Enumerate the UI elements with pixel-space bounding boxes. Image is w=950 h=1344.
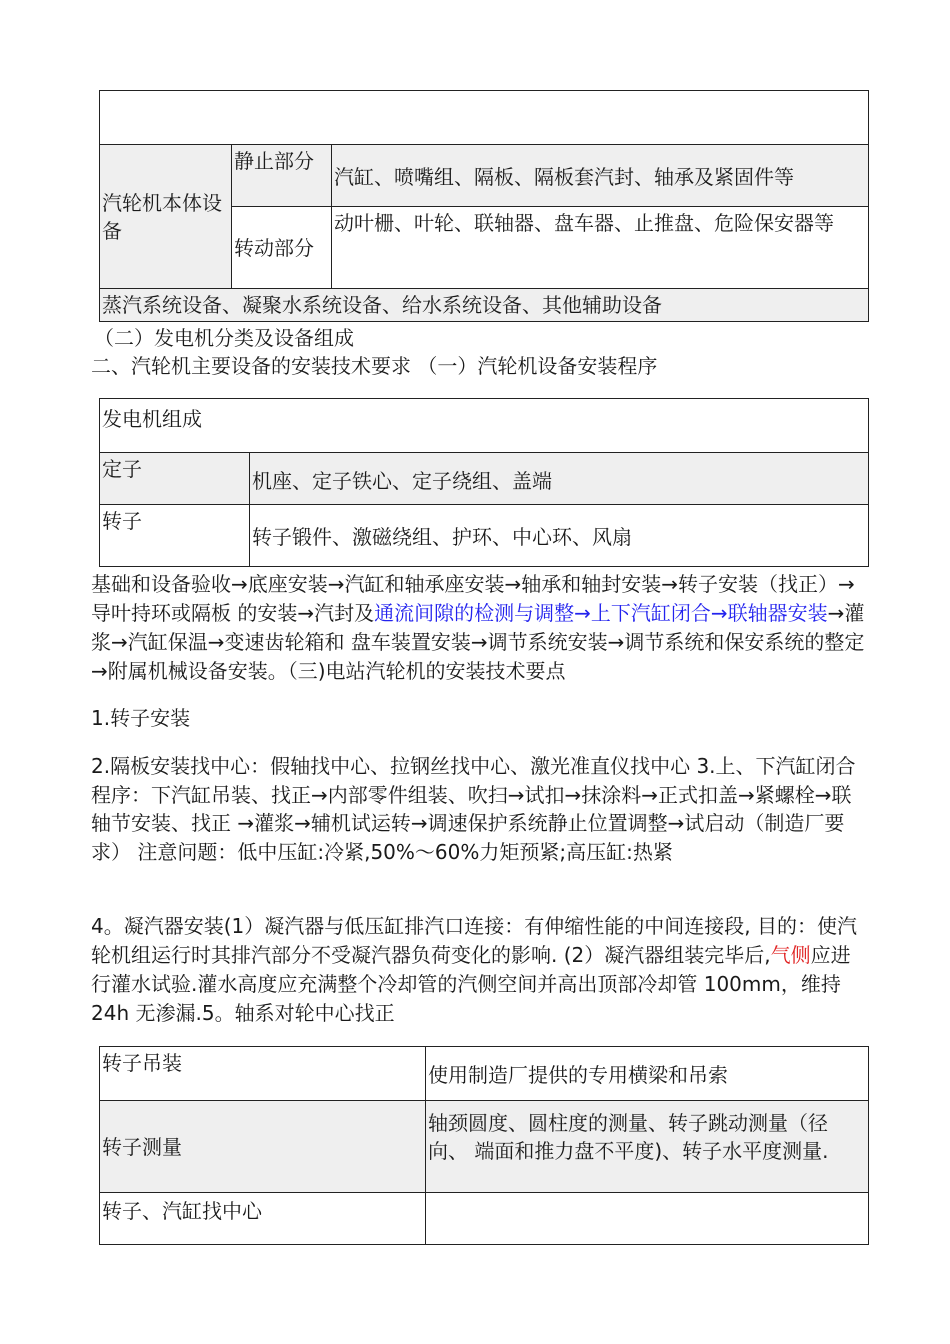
item4-highlight: 气侧 [770,943,811,967]
table1-empty-header [100,91,869,145]
item4-text-1: 4。凝汽器安装(1）凝汽器与低压缸排汽口连接：有伸缩性能的中间连接段, 目的：使汽轮机组运行时其排汽部分不受凝汽器负荷变化的影响. (2）凝汽器组装完毕后, [91,914,857,967]
table2-row-value: 转子锻件、激磁绕组、护环、中心环、风扇 [250,505,869,567]
table-row [100,1193,869,1245]
table1-static-label: 静止部分 [232,145,332,207]
heading-generator: （二）发电机分类及设备组成 [94,326,354,350]
item-4-paragraph [91,912,866,1028]
table2-row-value: 机座、定子铁心、定子绕组、盖端 [250,453,869,505]
table-row [100,505,869,567]
table2-row-label: 定子 [100,453,250,505]
heading-section-2: 二、汽轮机主要设备的安装技术要求 （一）汽轮机设备安装程序 [91,354,658,378]
table1-rotating-label: 转动部分 [232,207,332,289]
procedure-text-2: →灌浆→汽缸保温→变速齿轮箱和 盘车装置安装→调节系统安装→调节系统和保安系统的整定→附属机械设备安装。（三)电站汽轮机的安装技术要点 [91,601,865,683]
item-1: 1.转子安装 [91,706,191,730]
procedure-text-1: 基础和设备验收→底座安装→汽缸和轴承座安装→轴承和轴封安装→转子安装（找正）→导叶持环或隔板 的安装→汽封及 [91,572,855,625]
table2-row-label: 转子 [100,505,250,567]
generator-table [99,398,869,567]
table3-row-value [426,1193,869,1245]
table-row [100,453,869,505]
item4-text-2: 应进行灌水试验.灌水高度应充满整个冷却管的汽侧空间并高出顶部冷却管 100mm，维持 24h 无渗漏.5。轴系对轮中心找正 [91,943,851,1025]
turbine-equipment-table [99,90,869,322]
table-row [100,1047,869,1101]
table3-row-label: 转子吊装 [100,1047,426,1101]
procedure-highlight: 通流间隙的检测与调整→上下汽缸闭合→联轴器安装 [374,601,828,625]
table-row [100,1101,869,1193]
item-2-paragraph: 2.隔板安装找中心：假轴找中心、拉钢丝找中心、激光准直仪找中心 3.上、下汽缸闭合 程序：下汽缸吊装、找正→内部零件组装、吹扫→试扣→抹涂料→正式扣盖→紧螺栓→联轴节安装、找正 →灌浆→辅机试运转→调速保护系统静止位置调整→试启动（制造厂要求） 注意问题：低中压缸:冷紧,50%～60%力矩预紧;高压缸:热紧 [91,754,856,864]
table2-header: 发电机组成 [100,399,869,453]
table3-row-label: 转子测量 [100,1101,426,1193]
rotor-table [99,1046,869,1245]
table3-row-value: 使用制造厂提供的专用横梁和吊索 [426,1047,869,1101]
table3-row-value: 轴颈圆度、圆柱度的测量、转子跳动测量（径向、 端面和推力盘不平度)、转子水平度测量. [426,1101,869,1193]
table1-group-label: 汽轮机本体设备 [100,145,232,289]
procedure-paragraph [91,570,866,686]
table1-static-value: 汽缸、喷嘴组、隔板、隔板套汽封、轴承及紧固件等 [332,145,869,207]
table3-row-label: 转子、汽缸找中心 [100,1193,426,1245]
table1-rotating-value: 动叶栅、叶轮、联轴器、盘车器、止推盘、危险保安器等 [332,207,869,289]
table1-footer-row: 蒸汽系统设备、凝聚水系统设备、给水系统设备、其他辅助设备 [100,289,869,322]
